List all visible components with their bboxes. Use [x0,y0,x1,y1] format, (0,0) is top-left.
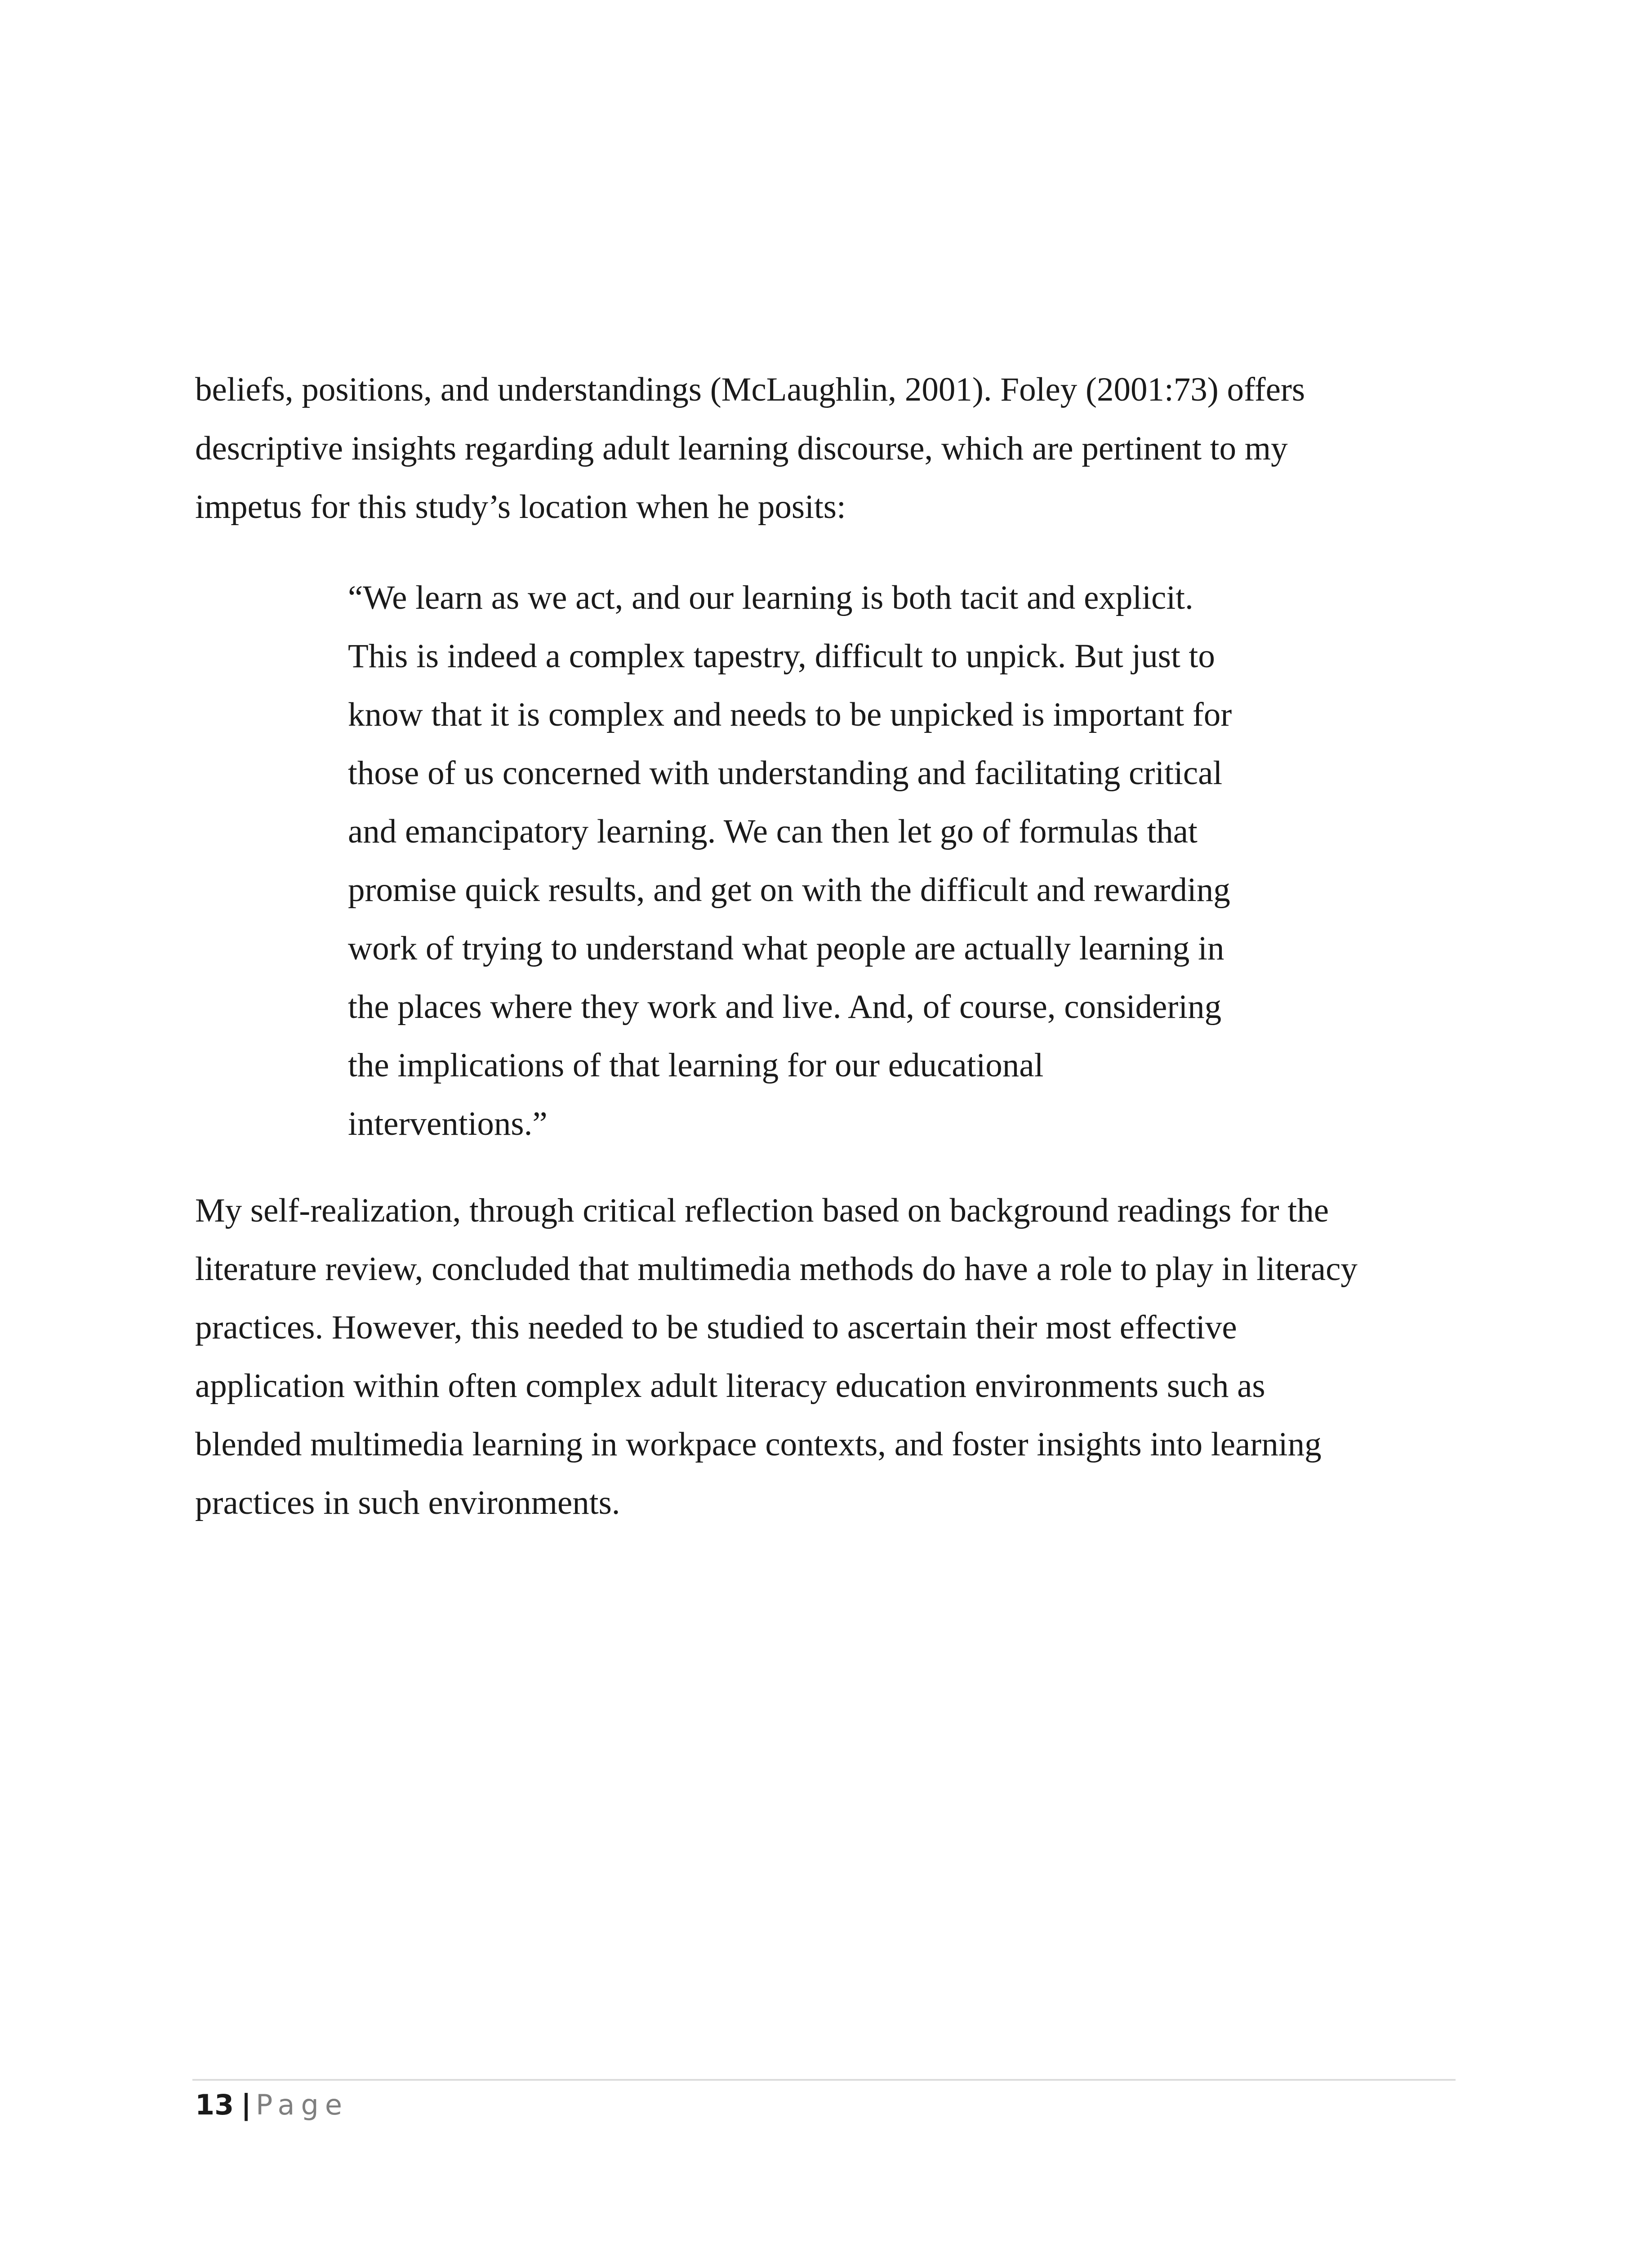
paragraph-line: practices. However, this needed to be studied to ascertain their most effective [195,1309,1237,1346]
paragraph-line: beliefs, positions, and understandings (McLaughlin, 2001). Foley (2001:73) offers [195,371,1305,408]
quote-line: work of trying to understand what people are actually learning in [348,930,1225,967]
quote-line: and emancipatory learning. We can then let go of formulas that [348,813,1198,850]
paragraph-line: descriptive insights regarding adult learning discourse, which are pertinent to my [195,430,1288,467]
footer-separator: | [241,2088,251,2121]
page-label: Page [255,2088,349,2121]
quote-line: “We learn as we act, and our learning is both tacit and explicit. [348,579,1193,616]
paragraph-line: My self-realization, through critical reflection based on background readings for the [195,1192,1329,1229]
footer-rule [192,2079,1456,2081]
paragraph-line: literature review, concluded that multimedia methods do have a role to play in literacy [195,1250,1358,1288]
quote-line: those of us concerned with understanding and facilitating critical [348,754,1223,792]
quote-line: interventions.” [348,1105,548,1142]
paragraph-line: impetus for this study’s location when he posits: [195,488,846,526]
paragraph-line: blended multimedia learning in workpace contexts, and foster insights into learning [195,1426,1322,1463]
page-number: 13 [195,2088,234,2121]
quote-line: This is indeed a complex tapestry, difficult to unpick. But just to [348,638,1215,675]
page-footer [195,2087,348,2123]
quote-line: promise quick results, and get on with the difficult and rewarding [348,871,1230,909]
paragraph-line: application within often complex adult literacy education environments such as [195,1367,1265,1405]
paragraph-line: practices in such environments. [195,1484,620,1521]
quote-line: the implications of that learning for our educational [348,1047,1044,1084]
quote-line: know that it is complex and needs to be unpicked is important for [348,696,1232,733]
quote-line: the places where they work and live. And, of course, considering [348,988,1222,1026]
